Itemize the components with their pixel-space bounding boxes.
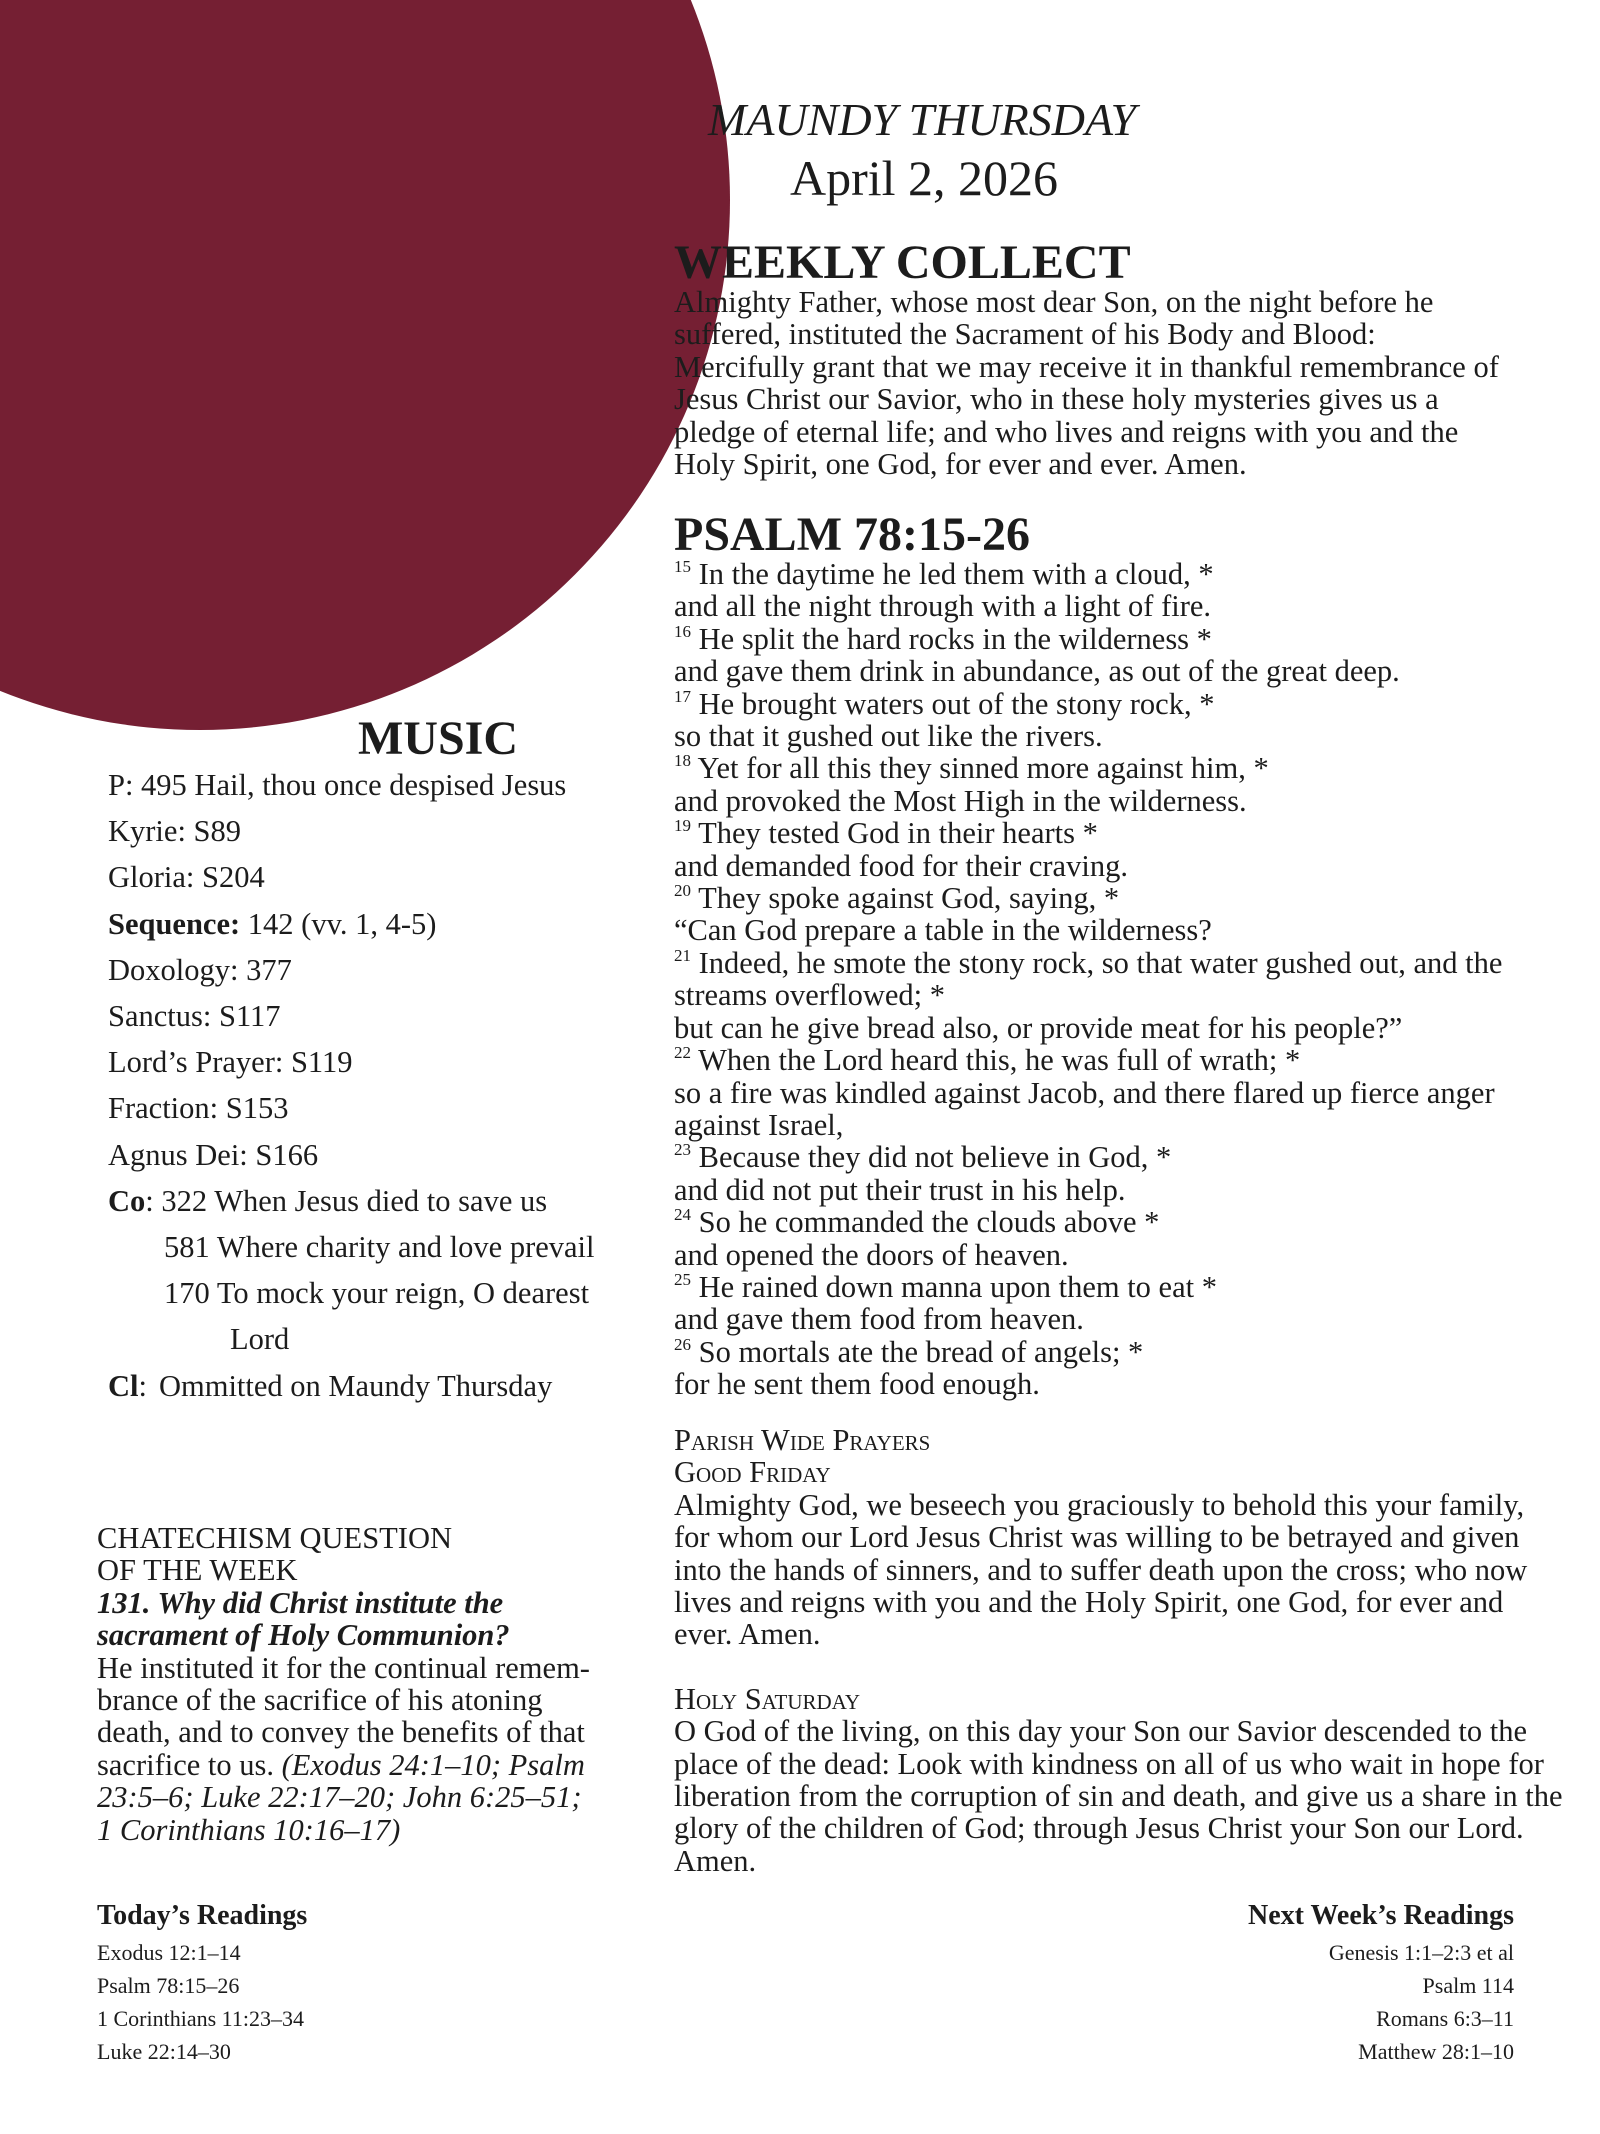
holy-saturday-label: Holy Saturday: [674, 1681, 861, 1716]
verse-number: 20: [674, 881, 691, 901]
psalm-verse: [674, 1044, 1554, 1076]
music-agnus-dei: Agnus Dei: S166: [108, 1137, 319, 1172]
next-week-readings-heading: Next Week’s Readings: [1248, 1900, 1514, 1931]
verse-number: 25: [674, 1269, 691, 1289]
verse-line-b: and gave them drink in abundance, as out of the great deep.: [674, 654, 1400, 689]
catechism-heading-2: OF THE WEEK: [97, 1553, 298, 1588]
closing-label: Cl: [108, 1368, 139, 1403]
catechism-answer-4: [97, 1749, 617, 1781]
verse-line-b: so a fire was kindled against Jacob, and there flared up fierce anger against Israel,: [674, 1075, 1495, 1142]
reading-item: Exodus 12:1–14: [97, 1940, 241, 1965]
music-closing: [108, 1363, 628, 1409]
catechism-answer-3: death, and to convey the benefits of that: [97, 1715, 585, 1750]
communion-label: Co: [108, 1183, 146, 1218]
decorative-circle: [0, 0, 730, 730]
verse-line-a: He split the hard rocks in the wilderness *: [698, 621, 1212, 656]
verse-line-b: and did not put their trust in his help.: [674, 1172, 1126, 1207]
verse-line-b: and opened the doors of heaven.: [674, 1237, 1069, 1272]
verse-line-a: So mortals ate the bread of angels; *: [698, 1334, 1144, 1369]
communion-hymn-3-cont: Lord: [230, 1322, 290, 1357]
verse-line-b: so that it gushed out like the rivers.: [674, 719, 1103, 754]
holy-saturday-prayer: O God of the living, on this day your Son our Savior descended to the place of the dead: Look with kindness on all of us who wait in hope for liberation from the corruption of sin and death, and give us a share in the glory of the children of God; through Jesus Christ your Son our Lord. Amen.: [674, 1714, 1563, 1878]
verse-number: 21: [674, 945, 691, 965]
verse-line-a: He rained down manna upon them to eat *: [698, 1269, 1217, 1304]
catechism-question-1: 131. Why did Christ institute the: [97, 1585, 504, 1620]
verse-line-a: Yet for all this they sinned more against him, *: [697, 751, 1269, 786]
collect-text: [674, 286, 1534, 480]
catechism-heading-1: CHATECHISM QUESTION: [97, 1521, 452, 1555]
verse-number: 16: [674, 621, 691, 641]
reading-item: Genesis 1:1–2:3 et al: [1328, 1940, 1514, 1965]
reading-item: Matthew 28:1–10: [1358, 2039, 1514, 2064]
catechism-section: [97, 1522, 617, 1846]
verse-number: 15: [674, 557, 691, 576]
communion-hymn-3: 170 To mock your reign, O dearest: [164, 1276, 590, 1311]
closing-separator: :: [138, 1368, 147, 1403]
verse-line-b: but can he give bread also, or provide meat for his people?”: [674, 1010, 1403, 1045]
catechism-ref-3: 1 Corinthians 10:16–17): [97, 1812, 401, 1847]
verse-number: 17: [674, 686, 691, 706]
collect-heading: WEEKLY COLLECT: [674, 236, 1131, 289]
psalm-text: [674, 558, 1554, 1401]
verse-line-b: and all the night through with a light of fire.: [674, 589, 1212, 624]
communion-hymn-1: : 322 When Jesus died to save us: [145, 1183, 548, 1218]
collect-line: Jesus Christ our Savior, who in these holy mysteries gives us a: [674, 382, 1439, 417]
catechism-ref-2: 23:5–6; Luke 22:17–20; John 6:25–51;: [97, 1780, 582, 1815]
weekly-collect-section: [674, 236, 1534, 482]
music-fraction: Fraction: S153: [108, 1091, 289, 1126]
psalm-heading: PSALM 78:15-26: [674, 508, 1030, 561]
verse-line-a: They tested God in their hearts *: [698, 816, 1098, 851]
verse-line-b: and demanded food for their craving.: [674, 848, 1128, 883]
music-sanctus: Sanctus: S117: [108, 999, 281, 1034]
psalm-verse: [674, 947, 1554, 1012]
verse-line-a: In the daytime he led them with a cloud, *: [698, 557, 1214, 591]
closing-value: Ommitted on Maundy Thursday: [158, 1368, 553, 1403]
todays-readings: [97, 1896, 497, 2068]
verse-number: 24: [674, 1205, 691, 1225]
parish-prayers-section: [674, 1424, 1564, 1877]
verse-line-a: When the Lord heard this, he was full of wrath; *: [698, 1043, 1301, 1078]
collect-line: Mercifully grant that we may receive it in thankful remembrance of: [674, 349, 1499, 384]
reading-item: Psalm 78:15–26: [97, 1973, 240, 1998]
reading-item: 1 Corinthians 11:23–34: [97, 2006, 304, 2031]
verse-line-b: and gave them food from heaven.: [674, 1302, 1084, 1337]
good-friday-label: Good Friday: [674, 1455, 831, 1490]
psalm-verse: [674, 558, 1554, 590]
catechism-answer-1: He instituted it for the continual remem-: [97, 1650, 590, 1685]
music-lords-prayer: Lord’s Prayer: S119: [108, 1045, 353, 1080]
verse-line-a: Because they did not believe in God, *: [698, 1140, 1172, 1175]
page-date: April 2, 2026: [790, 150, 1059, 206]
psalm-verse: [674, 817, 1554, 849]
psalm-verse: [674, 1206, 1554, 1238]
music-prelude: P: 495 Hail, thou once despised Jesus: [108, 768, 567, 802]
psalm-section: [674, 508, 1554, 1402]
todays-readings-heading: Today’s Readings: [97, 1900, 308, 1931]
sequence-value: 142 (vv. 1, 4-5): [240, 906, 437, 941]
next-week-readings: [1114, 1896, 1514, 2068]
psalm-verse: [674, 752, 1554, 784]
collect-line: Holy Spirit, one God, for ever and ever. Amen.: [674, 447, 1247, 482]
psalm-verse: [674, 623, 1554, 655]
catechism-ref-1: (Exodus 24:1–10; Psalm: [281, 1747, 585, 1782]
verse-number: 22: [674, 1043, 691, 1063]
reading-item: Romans 6:3–11: [1376, 2006, 1514, 2031]
music-sequence: [108, 901, 628, 947]
catechism-question-2: sacrament of Holy Communion?: [97, 1618, 510, 1653]
psalm-verse: [674, 1141, 1554, 1173]
music-communion: [108, 1178, 628, 1224]
psalm-verse: [674, 1336, 1554, 1368]
verse-line-a: So he commanded the clouds above *: [698, 1205, 1160, 1240]
music-list: [108, 762, 628, 1409]
music-kyrie: Kyrie: S89: [108, 814, 242, 849]
verse-line-a: Indeed, he smote the stony rock, so that water gushed out, and the streams overflowed; *: [674, 945, 1503, 1013]
verse-number: 23: [674, 1140, 691, 1160]
psalm-verse: [674, 1271, 1554, 1303]
reading-item: Psalm 114: [1422, 1973, 1514, 1998]
collect-line: suffered, instituted the Sacrament of his Body and Blood:: [674, 317, 1376, 352]
reading-item: Luke 22:14–30: [97, 2039, 231, 2064]
prayers-heading: Parish Wide Prayers: [674, 1423, 931, 1457]
verse-line-b: and provoked the Most High in the wilderness.: [674, 783, 1247, 818]
verse-line-b: “Can God prepare a table in the wilderness?: [674, 913, 1212, 948]
page-title: MAUNDY THURSDAY: [708, 94, 1137, 145]
communion-hymn-2: 581 Where charity and love prevail: [164, 1230, 595, 1265]
verse-number: 19: [674, 816, 691, 836]
music-doxology: Doxology: 377: [108, 952, 292, 987]
sequence-label: Sequence:: [108, 906, 241, 941]
verse-number: 18: [674, 751, 691, 771]
psalm-verse: [674, 688, 1554, 720]
verse-number: 26: [674, 1334, 691, 1354]
music-heading: MUSIC: [358, 712, 519, 765]
collect-line: pledge of eternal life; and who lives and reigns with you and the: [674, 414, 1459, 449]
catechism-answer-end: sacrifice to us.: [97, 1747, 274, 1782]
catechism-ref-line-3: [97, 1814, 617, 1846]
catechism-answer-2: brance of the sacrifice of his atoning: [97, 1683, 543, 1718]
verse-line-a: They spoke against God, saying, *: [698, 881, 1120, 916]
catechism-ref-line-2: [97, 1781, 617, 1813]
good-friday-prayer: Almighty God, we beseech you graciously to behold this your family, for whom our Lord Jesus Christ was willing to be betrayed and given into the hands of sinners, and to suffer death upon the cross; who now lives and reigns with you and the Holy Spirit, one God, for ever and ever. Amen.: [674, 1487, 1528, 1652]
collect-line: Almighty Father, whose most dear Son, on the night before he: [674, 285, 1434, 319]
verse-line-a: He brought waters out of the stony rock, *: [698, 686, 1215, 721]
music-gloria: Gloria: S204: [108, 860, 265, 895]
verse-line-b: for he sent them food enough.: [674, 1367, 1040, 1402]
psalm-verse: [674, 882, 1554, 914]
